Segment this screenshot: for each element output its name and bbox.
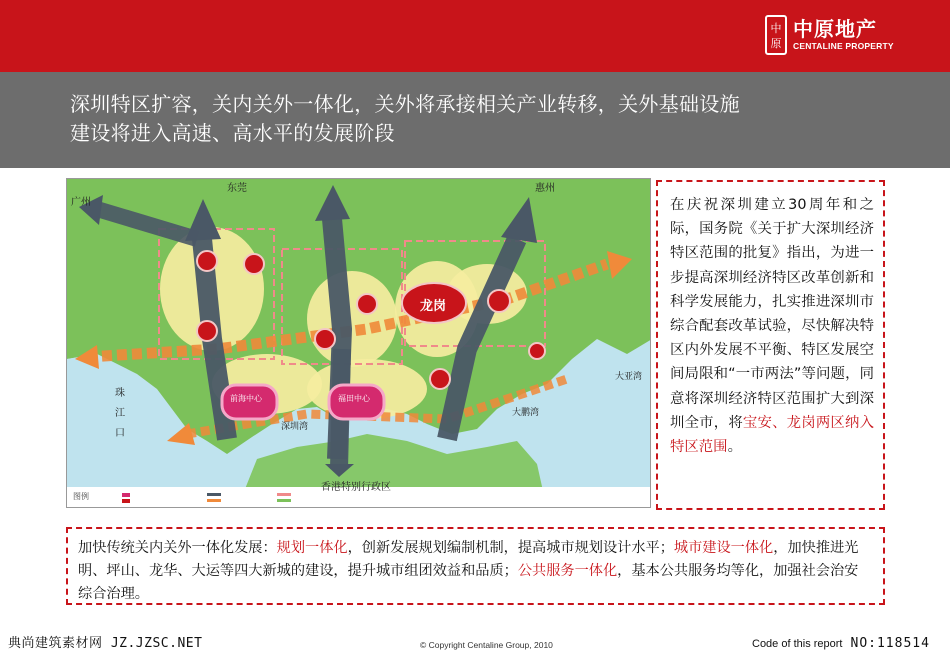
integration-text-box [66, 527, 885, 605]
report-code-value: NO:118514 [850, 636, 930, 651]
map-label-dapengwan: 大鹏湾 [512, 408, 540, 418]
map-label-dayawan: 大亚湾 [615, 372, 643, 382]
centaline-logo [765, 14, 894, 56]
map-label-longgang: 龙岗 [420, 299, 447, 314]
policy-text-end: 。 [727, 439, 742, 456]
title-line-1: 深圳特区扩容，关内关外一体化，关外将承接相关产业转移，关外基础设施 [70, 92, 740, 116]
integration-public-service: 公共服务一体化 [517, 563, 618, 579]
map-legend-title: 图例 [73, 492, 89, 501]
policy-highlight: 宝安、龙岗两区纳入特区范围 [670, 414, 874, 456]
copyright-text: © Copyright Centaline Group, 2010 [420, 640, 553, 650]
report-code-label: Code of this report [752, 638, 843, 650]
integration-planning: 规划一体化 [276, 540, 348, 556]
watermark-text: 典尚建筑素材网 JZ.JZSC.NET [8, 636, 203, 651]
page-title [70, 90, 910, 148]
svg-text:中: 中 [770, 22, 782, 35]
integration-text-2: ，创新发展规划编制机制，提高城市规划设计水平； [347, 540, 674, 556]
shenzhen-planning-map [66, 178, 651, 508]
map-label-dongguan: 东莞 [227, 183, 247, 194]
integration-intro: 加快传统关内关外一体化发展： [78, 540, 277, 556]
map-label-pearl-river: 珠 江 口 [115, 388, 125, 439]
integration-text-3: ，加快推进光明、坪山、龙华、大运等四大新城的建设，提升城市组团效益和品质； [78, 540, 859, 579]
logo-text-cn: 中原地产 [793, 17, 877, 41]
map-label-qianhai: 前海中心 [230, 394, 262, 403]
policy-text: 在庆祝深圳建立30周年和之际，国务院《关于扩大深圳经济特区范围的批复》指出，为进一步提高深圳经济特区改革创新和科学发展能力，扎实推进深圳市综合配套改革试验，尽快解决特区内外发展不平衡、特区发展空间局限和“一市两法”等问题，同意将深圳经济特区范围扩大到深圳全市，将 [670, 197, 874, 431]
logo-text-en: CENTALINE PROPERTY [793, 41, 894, 51]
report-code [752, 636, 930, 651]
policy-text-box [656, 180, 885, 510]
map-label-huizhou: 惠州 [535, 183, 555, 194]
title-line-2: 建设将进入高速、高水平的发展阶段 [70, 121, 395, 145]
map-label-guangzhou: 广州 [71, 197, 91, 208]
svg-text:原: 原 [770, 37, 782, 50]
map-label-shenzhenwan: 深圳湾 [281, 422, 309, 432]
map-label-hongkong: 香港特别行政区 [321, 482, 391, 493]
integration-text-4: ，基本公共服务均等化，加强社会治安综合治理。 [78, 563, 859, 602]
logo-seal-icon [765, 15, 787, 55]
map-label-futian: 福田中心 [338, 394, 370, 403]
integration-construction: 城市建设一体化 [673, 540, 774, 556]
